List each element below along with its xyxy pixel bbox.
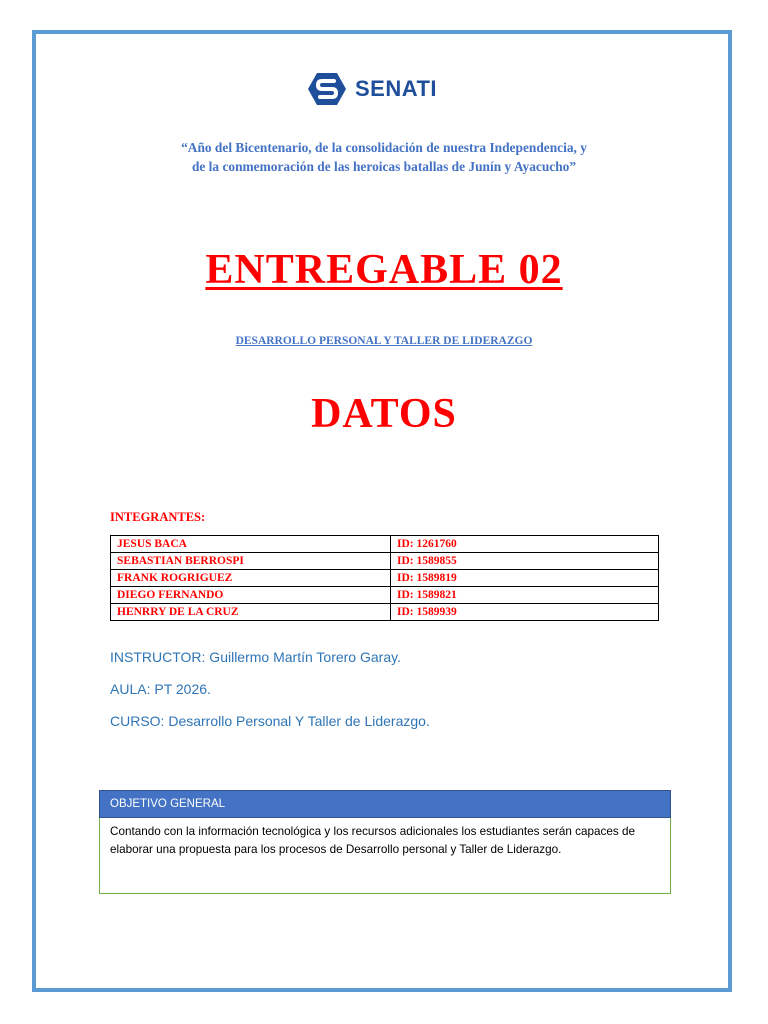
table-row [111, 587, 659, 604]
instructor-line: INSTRUCTOR: Guillermo Martín Torero Garay. [110, 649, 401, 665]
curso-line: CURSO: Desarrollo Personal Y Taller de Liderazgo. [110, 713, 430, 729]
table-row [111, 536, 659, 553]
objective-box [99, 790, 671, 894]
course-subtitle: DESARROLLO PERSONAL Y TALLER DE LIDERAZGO [235, 335, 533, 347]
aula-line: AULA: PT 2026. [110, 681, 211, 697]
table-row [111, 570, 659, 587]
senati-logo [307, 70, 437, 108]
logo-text: SENATI [355, 76, 438, 101]
member-name: SEBASTIAN BERROSPI [111, 553, 391, 570]
member-id: ID: 1589821 [391, 587, 659, 604]
table-row [111, 553, 659, 570]
member-id: ID: 1261760 [391, 536, 659, 553]
motto-line: “Año del Bicentenario, de la consolidación de nuestra Independencia, y [181, 140, 587, 155]
member-name: JESUS BACA [111, 536, 391, 553]
member-name: HENRRY DE LA CRUZ [111, 604, 391, 621]
member-id: ID: 1589819 [391, 570, 659, 587]
senati-logo-icon [307, 72, 347, 106]
member-id: ID: 1589939 [391, 604, 659, 621]
member-name: DIEGO FERNANDO [111, 587, 391, 604]
member-name: FRANK ROGRIGUEZ [111, 570, 391, 587]
motto [100, 138, 668, 176]
section-title: DATOS [311, 391, 457, 437]
objective-body: Contando con la información tecnológica y los recursos adicionales los estudiantes serán capaces de elaborar una propuesta para los procesos de Desarrollo personal y Taller de Liderazgo. [99, 818, 671, 894]
motto-line: de la conmemoración de las heroicas batallas de Junín y Ayacucho” [191, 159, 577, 174]
objective-header: OBJETIVO GENERAL [99, 790, 671, 818]
integrantes-label: INTEGRANTES: [110, 510, 206, 524]
table-row [111, 604, 659, 621]
members-table [110, 535, 659, 621]
member-id: ID: 1589855 [391, 553, 659, 570]
document-title: ENTREGABLE 02 [205, 247, 563, 293]
